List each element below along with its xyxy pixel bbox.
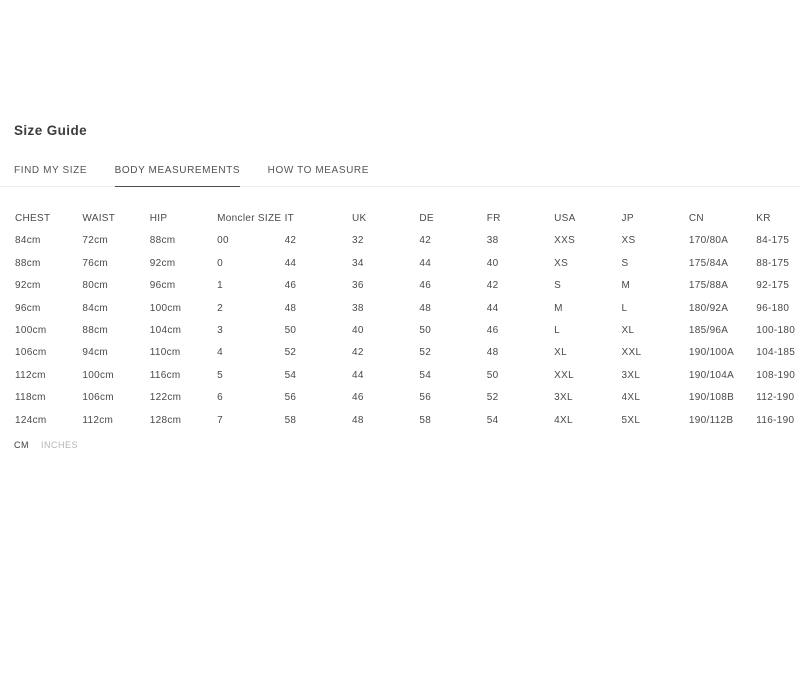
table-cell: 58 bbox=[419, 414, 432, 426]
table-cell: 4 bbox=[217, 347, 224, 359]
table-cell: 36 bbox=[351, 280, 364, 292]
table-cell: XS bbox=[621, 235, 636, 247]
table-cell: XS bbox=[554, 257, 569, 269]
table-cell: 46 bbox=[486, 325, 499, 337]
tab-how-to-measure[interactable]: HOW TO MEASURE bbox=[268, 165, 369, 186]
table-cell: 118cm bbox=[15, 392, 46, 404]
unit-option-cm[interactable]: CM bbox=[14, 440, 29, 451]
table-cell: 48 bbox=[284, 302, 297, 314]
table-cell: 50 bbox=[419, 325, 432, 337]
table-cell: 88-175 bbox=[756, 257, 790, 269]
table-cell: 42 bbox=[284, 235, 297, 247]
table-cell: 96cm bbox=[149, 280, 176, 292]
table-header-cell: CN bbox=[688, 213, 704, 224]
table-header-cell: USA bbox=[554, 213, 576, 224]
table-cell: 38 bbox=[351, 302, 364, 314]
table-cell: 44 bbox=[284, 257, 297, 269]
table-cell: 3XL bbox=[554, 392, 573, 404]
table-cell: 185/96A bbox=[688, 325, 729, 337]
table-cell: 100cm bbox=[82, 369, 114, 381]
table-cell: 88cm bbox=[149, 235, 176, 247]
table-cell: 116-190 bbox=[756, 414, 795, 426]
page-title: Size Guide bbox=[14, 123, 88, 138]
table-cell: 84cm bbox=[82, 302, 109, 314]
table-cell: 46 bbox=[419, 280, 432, 292]
size-table bbox=[0, 208, 800, 432]
table-cell: 32 bbox=[351, 235, 364, 247]
table-cell: 116cm bbox=[149, 369, 181, 381]
table-cell: 110cm bbox=[149, 347, 181, 359]
table-cell: 190/112B bbox=[688, 414, 734, 426]
table-cell: L bbox=[621, 302, 628, 314]
table-cell: 100-180 bbox=[756, 325, 796, 337]
table-header-cell: FR bbox=[486, 213, 501, 224]
table-cell: 56 bbox=[419, 392, 432, 404]
table-cell: 54 bbox=[419, 369, 432, 381]
table-cell: 80cm bbox=[82, 280, 109, 292]
table-cell: 5 bbox=[217, 369, 224, 381]
table-cell: 100cm bbox=[149, 302, 182, 314]
table-cell: 84-175 bbox=[756, 235, 790, 247]
size-guide-tabs bbox=[0, 160, 800, 187]
table-cell: S bbox=[621, 257, 629, 269]
table-cell: 112-190 bbox=[756, 392, 795, 404]
table-cell: 52 bbox=[486, 392, 499, 404]
table-cell: 48 bbox=[486, 347, 499, 359]
table-cell: 84cm bbox=[15, 235, 41, 247]
table-header-cell: Moncler SIZE bbox=[217, 213, 282, 224]
table-cell: 112cm bbox=[15, 369, 46, 381]
table-cell: 170/80A bbox=[688, 235, 729, 247]
table-cell: 92cm bbox=[149, 257, 176, 269]
table-cell: XXL bbox=[621, 347, 642, 359]
table-cell: XL bbox=[621, 325, 635, 337]
table-cell: 00 bbox=[217, 235, 229, 247]
table-cell: 44 bbox=[486, 302, 499, 314]
table-cell: 1 bbox=[217, 280, 224, 292]
table-cell: 3XL bbox=[621, 369, 641, 381]
table-header-cell: KR bbox=[756, 213, 771, 224]
table-header-cell: DE bbox=[419, 213, 434, 224]
table-header-cell: IT bbox=[284, 213, 295, 224]
table-cell: 72cm bbox=[82, 235, 109, 247]
table-cell: 180/92A bbox=[688, 302, 729, 314]
table-cell: 4XL bbox=[621, 392, 641, 404]
table-cell: 5XL bbox=[621, 414, 641, 426]
table-cell: XXS bbox=[554, 235, 576, 247]
table-cell: XL bbox=[554, 347, 567, 359]
table-cell: 106cm bbox=[15, 347, 47, 359]
table-cell: 52 bbox=[419, 347, 432, 359]
table-cell: 100cm bbox=[15, 325, 47, 337]
table-cell: XXL bbox=[554, 369, 574, 381]
table-cell: 3 bbox=[217, 325, 224, 337]
table-cell: 122cm bbox=[149, 392, 182, 404]
table-cell: 112cm bbox=[82, 414, 114, 426]
table-cell: 190/100A bbox=[688, 347, 735, 359]
table-header-cell: JP bbox=[621, 213, 634, 224]
table-cell: 42 bbox=[486, 280, 499, 292]
table-cell: 190/104A bbox=[688, 369, 735, 381]
table-cell: 42 bbox=[419, 235, 432, 247]
table-cell: 76cm bbox=[82, 257, 109, 269]
table-cell: 106cm bbox=[82, 392, 114, 404]
table-cell: 6 bbox=[217, 392, 224, 404]
table-cell: 38 bbox=[486, 235, 499, 247]
table-cell: 92cm bbox=[15, 280, 41, 292]
table-cell: L bbox=[554, 325, 560, 337]
table-cell: 2 bbox=[217, 302, 224, 314]
tab-body-measurements[interactable]: BODY MEASUREMENTS bbox=[115, 165, 241, 187]
table-cell: 46 bbox=[284, 280, 297, 292]
table-cell: 128cm bbox=[149, 414, 182, 426]
unit-option-inches[interactable]: INCHES bbox=[41, 440, 79, 451]
table-cell: S bbox=[554, 280, 562, 292]
size-guide-page bbox=[0, 122, 800, 693]
table-cell: 44 bbox=[351, 369, 364, 381]
table-cell: 104cm bbox=[149, 325, 182, 337]
table-cell: 50 bbox=[284, 325, 297, 337]
table-cell: 50 bbox=[486, 369, 499, 381]
table-cell: 96-180 bbox=[756, 302, 790, 314]
table-cell: 175/88A bbox=[688, 280, 729, 292]
table-cell: 52 bbox=[284, 347, 297, 359]
table-cell: 40 bbox=[486, 257, 499, 269]
table-cell: 54 bbox=[486, 414, 499, 426]
table-cell: 88cm bbox=[15, 257, 41, 269]
table-cell: 108-190 bbox=[756, 369, 796, 381]
table-cell: 58 bbox=[284, 414, 297, 426]
table-cell: 92-175 bbox=[756, 280, 790, 292]
table-cell: 46 bbox=[351, 392, 364, 404]
table-cell: 48 bbox=[351, 414, 364, 426]
table-cell: 34 bbox=[351, 257, 364, 269]
table-header-cell: CHEST bbox=[15, 213, 51, 224]
table-cell: 54 bbox=[284, 369, 297, 381]
table-cell: 96cm bbox=[15, 302, 41, 314]
table-cell: M bbox=[554, 302, 563, 314]
table-header-cell: WAIST bbox=[82, 213, 116, 224]
table-cell: 190/108B bbox=[688, 392, 735, 404]
table-cell: 7 bbox=[217, 414, 224, 426]
table-cell: 4XL bbox=[554, 414, 573, 426]
unit-toggle bbox=[14, 439, 800, 451]
table-cell: 0 bbox=[217, 257, 224, 269]
table-cell: 42 bbox=[351, 347, 364, 359]
table-cell: M bbox=[621, 280, 631, 292]
table-cell: 94cm bbox=[82, 347, 109, 359]
table-cell: 56 bbox=[284, 392, 297, 404]
table-cell: 48 bbox=[419, 302, 432, 314]
table-header-cell: HIP bbox=[149, 213, 168, 224]
table-cell: 40 bbox=[351, 325, 364, 337]
table-cell: 175/84A bbox=[688, 257, 729, 269]
table-cell: 124cm bbox=[15, 414, 47, 426]
table-cell: 44 bbox=[419, 257, 432, 269]
table-cell: 88cm bbox=[82, 325, 109, 337]
table-header-cell: UK bbox=[351, 213, 367, 224]
tab-find-my-size[interactable]: FIND MY SIZE bbox=[14, 165, 87, 186]
table-cell: 104-185 bbox=[756, 347, 796, 359]
